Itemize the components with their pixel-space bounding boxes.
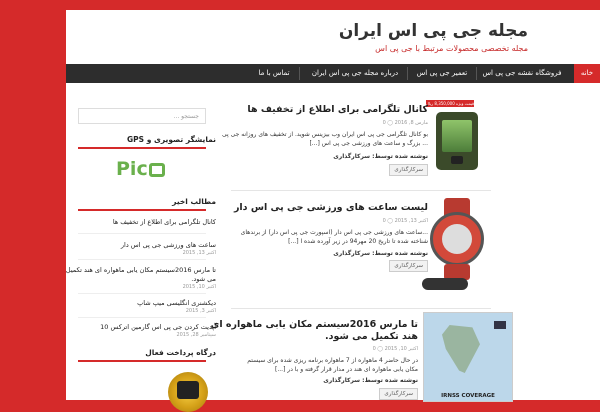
- comment-count[interactable]: 0: [382, 218, 386, 224]
- post-meta: [383, 120, 428, 126]
- recent-post-link[interactable]: کانال تلگرامی برای اطلاع از تخفیف ها: [112, 218, 216, 226]
- post-excerpt: [222, 130, 428, 148]
- nav-item-about[interactable]: درباره مجله جی پی اس ایران: [311, 69, 399, 77]
- post-thumbnail[interactable]: [426, 94, 488, 172]
- pic-logo-icon: [149, 163, 165, 177]
- post-tag-button[interactable]: سرکارگذاری: [389, 164, 428, 176]
- divider: [78, 317, 206, 318]
- widget-underline: [78, 209, 206, 211]
- gps-screen: [442, 120, 472, 152]
- watch-screen: [442, 224, 472, 254]
- post-meta: [383, 218, 428, 224]
- post-divider: [231, 308, 491, 309]
- widget-underline: [78, 147, 206, 149]
- post-title[interactable]: تا مارس 2016سیستم مکان یابی ماهواره ای: [210, 319, 418, 330]
- comment-icon: ◯: [387, 120, 393, 126]
- post-title-cont[interactable]: هند تکمیل می شود.: [325, 331, 418, 342]
- satellite-icon: [494, 321, 506, 329]
- post-excerpt-line: ...ساعت های ورزشی جی پی اس دار (اسپورت جی پی اس دار) از برندهای: [240, 229, 428, 236]
- site-description: مجله تخصصی محصولات مرتبط با جی پی اس: [375, 44, 528, 53]
- post-excerpt: [247, 356, 418, 374]
- post-tag-button[interactable]: سرکارگذاری: [379, 388, 418, 400]
- recent-post-link[interactable]: ساعت های ورزشی جی پی اس دار: [120, 241, 216, 249]
- post-excerpt-line: ... بزرگ و ساعت های ورزشی جی پی اس [...]: [309, 140, 428, 147]
- post-title[interactable]: کانال تلگرامی برای اطلاع از تخفیف ها: [247, 104, 428, 115]
- comment-count[interactable]: 0: [372, 346, 376, 352]
- post-author: نوشته شده توسط: سرکارگذاری: [333, 250, 428, 257]
- comment-icon: ◯: [377, 346, 383, 352]
- divider: [78, 259, 206, 260]
- comment-count[interactable]: 0: [382, 120, 386, 126]
- nav-item-repair[interactable]: تعمیر جی پی اس: [416, 69, 468, 77]
- heart-rate-strap: [422, 278, 468, 290]
- post-tag-button[interactable]: سرکارگذاری: [389, 260, 428, 272]
- post-date: اکتبر 10, 2015: [384, 346, 418, 352]
- payment-seal-icon[interactable]: [168, 372, 208, 412]
- post-author: نوشته شده توسط: سرکارگذاری: [323, 377, 418, 384]
- widget-title-gps: نمایشگر تصویری و GPS: [127, 135, 216, 144]
- widget-underline: [78, 360, 206, 362]
- post-excerpt: [241, 228, 428, 246]
- post-excerpt-line: در حال حاضر 4 ماهواره از 7 ماهواره برنامه ریزی شده برای سیستم: [247, 357, 418, 364]
- main-nav: [66, 64, 600, 83]
- price-badge: قیمت ویژه 8,350,000 ریال: [426, 101, 474, 106]
- post-thumbnail[interactable]: [426, 198, 488, 296]
- post-excerpt-line: بو کانال تلگرامی جی پی اس ایران وب بیزینس شوید. از تخفیف های روزانه جی پی: [222, 131, 428, 138]
- divider: [78, 293, 206, 294]
- map-caption: IRNSS COVERAGE: [441, 393, 495, 399]
- post-date: مارس 8, 2016: [394, 120, 428, 126]
- widget-title-payment: درگاه پرداخت فعال: [145, 348, 216, 357]
- recent-post-link[interactable]: تا مارس 2016سیستم مکان یابی ماهواره ای هند تکمیل: [65, 266, 216, 274]
- nav-item-home[interactable]: خانه: [574, 64, 600, 83]
- post-divider: [231, 190, 491, 191]
- payment-seal-inner: [177, 381, 199, 399]
- nav-item-contact[interactable]: تماس با ما: [258, 69, 290, 77]
- search-input[interactable]: جستجو ...: [78, 108, 206, 124]
- recent-post-date: اکتبر 13, 2015: [182, 250, 216, 256]
- recent-post-date: اکتبر 10, 2015: [182, 284, 216, 290]
- post-author: نوشته شده توسط: سرکارگذاری: [333, 153, 428, 160]
- nav-separator: [476, 67, 477, 80]
- nav-item-shop[interactable]: فروشگاه نقشه جی پی اس: [482, 69, 562, 77]
- post-excerpt-line: شناخته شده تا تاریخ 20 مهر94 در زیر آورده شده ا [...]: [288, 238, 428, 245]
- page: [66, 10, 600, 400]
- gps-device-image: [436, 112, 478, 170]
- post-meta: [373, 346, 418, 352]
- divider: [78, 233, 206, 234]
- post-excerpt-line: مکان یابی ماهواره ای هند در مدار قرار گرفته و با در [...]: [275, 366, 418, 373]
- comment-icon: ◯: [387, 218, 393, 224]
- site-title[interactable]: مجله جی پی اس ایران: [338, 21, 528, 41]
- post-title[interactable]: لیست ساعت های ورزشی جی پی اس دار: [233, 202, 428, 213]
- recent-post-date: سپتامبر 28, 2015: [176, 332, 216, 338]
- recent-post-link[interactable]: دیکشنری انگلیسی میپ شاپ: [137, 299, 216, 307]
- recent-post-link-cont[interactable]: می شود.: [191, 275, 216, 283]
- watch-face-image: [430, 212, 484, 266]
- post-date: اکتبر 13, 2015: [394, 218, 428, 224]
- widget-title-recent: مطالب اخیر: [172, 197, 216, 206]
- pic-logo-text: Pic: [116, 158, 148, 180]
- nav-separator: [299, 67, 300, 80]
- gps-button: [451, 156, 463, 164]
- recent-post-date: اکتبر 3, 2015: [185, 308, 216, 314]
- post-thumbnail[interactable]: [423, 312, 513, 402]
- pic-logo[interactable]: [116, 158, 165, 180]
- nav-separator: [407, 67, 408, 80]
- map-landmass: [442, 325, 480, 373]
- recent-post-link[interactable]: آپدیت کردن جی پی اس گارمین اترکس 10: [100, 323, 216, 331]
